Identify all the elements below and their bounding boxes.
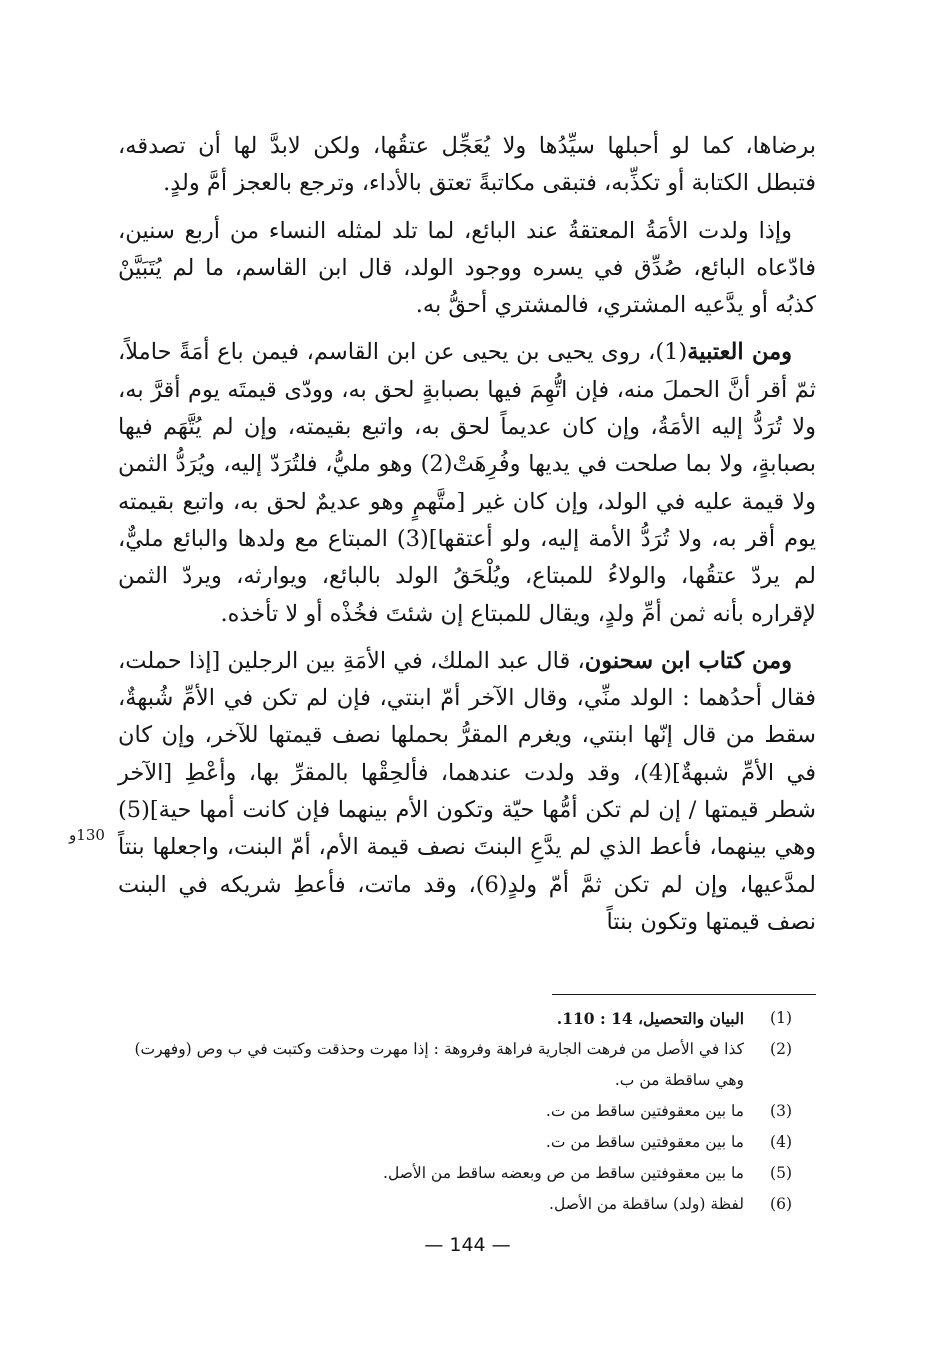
paragraph-3-lead: ومن العتبية	[687, 339, 792, 366]
main-text	[118, 128, 816, 951]
footnote-text: لفظة (ولد) ساقطة من الأصل.	[549, 1195, 744, 1213]
footnote-text: ما بين معقوفتين ساقط من ت.	[545, 1133, 744, 1151]
footnote-number: (6)	[770, 1195, 792, 1213]
paragraph-1-text: برضاها، كما لو أحبلها سيِّدُها ولا يُعَجِّل عتقُها، ولكن لابدَّ لها أن تصدقه، فتبطل الكتابة أو تكذِّبه، فتبقى مكاتبةً تعتق بالأداء، وترجع بالعجز أمَّ ولدٍ.	[118, 133, 816, 197]
footnote-item	[118, 1189, 792, 1220]
page-number: — 144 —	[424, 1234, 511, 1256]
footnote-item	[118, 1127, 792, 1158]
footnote-item	[118, 1003, 792, 1034]
footnote-item	[118, 1158, 792, 1189]
footnote-text: كذا في الأصل من فرهت الجارية فراهة وفروهة : إذا مهرت وحذقت وكتبت في ب وص (وفهرت) وهي ساقطة من ب.	[134, 1040, 744, 1089]
footnote-number: (3)	[770, 1102, 792, 1120]
paragraph-4-text: ، قال عبد الملك، في الأمَةِ بين الرجلين [إذا حملت، فقال أحدُهما : الولد منِّي، وقال الآخر أمّ ابنتي، فإن لم تكن في الأمِّ شُبهةٌ، سقط من قال إنّها ابنتي، ويغرم المقرُّ بحملها نصف قيمتها للآخر، وإن كان في الأمِّ شبهةٌ](4)، وقد ولدت عندهما، فألحِقْها بالمقرِّ بها، وأعْطِ [الآخر شطر قيمتها / إن لم تكن أمُّها حيّة وتكون الأم بينهما فإن كانت أمها حية](5) وهي بينهما، فأعط الذي لم يدَّعِ البنتَ نصف قيمة الأم، أمّ البنت، واجعلها بنتاً لمدَّعيها، وإن لم تكن ثمَّ أمّ ولدٍ(6)، وقد ماتت، فأعطِ شريكه في البنت نصف قيمتها وتكون بنتاً	[118, 647, 817, 935]
paragraph-2-text: وإذا ولدت الأمَةُ المعتقةُ عند البائع، لما تلد لمثله النساء من أربع سنين، فادّعاه البائع، صُدِّق في يسره ووجود الولد، قال ابن القاسم، ما لم يُتَبَيَّنْ كذبُه أو يدَّعيه المشتري، فالمشتري أحقُّ به.	[118, 217, 816, 319]
footnote-text: البيان والتحصيل، 14 : 110.	[556, 1009, 744, 1028]
footnote-separator	[552, 994, 816, 995]
footnote-number: (2)	[770, 1040, 792, 1058]
paragraph-4-lead: ومن كتاب ابن سحنون	[584, 647, 792, 674]
footnotes	[118, 1003, 792, 1220]
footnote-number: (4)	[770, 1133, 792, 1151]
paragraph-3	[118, 334, 816, 632]
manuscript-folio-note: 130و	[69, 826, 105, 844]
footnote-item	[118, 1034, 792, 1096]
footnote-text: ما بين معقوفتين ساقط من ت.	[545, 1102, 744, 1120]
footnote-number: (1)	[770, 1009, 792, 1027]
paragraph-3-text: (1)، روى يحيى بن يحيى عن ابن القاسم، فيمن باع أمَةً حاملاً، ثمّ أقر أنَّ الحملَ منه، فإن اتُّهِمَ فيها بصبابةٍ لحق به، وودّى قيمتَه يوم أقرَّ به، ولا تُرَدُّ إليه الأمَةُ، وإن كان عديماً لحق به، واتبع بقيمته، وإن لم يُتَّهَم فيها بصبابةٍ، ولا بما صلحت في يديها وفُرِهَتْ(2) وهو مليُّ، فلتُرَدّ إليه، ويُرَدُّ الثمن ولا قيمة عليه في الولد، وإن كان غير [متَّهمٍ وهو عديمٌ لحق به، واتبع بقيمته يوم أقر به، ولا تُرَدُّ الأمة إليه، ولو أعتقها](3) المبتاع مع ولدها والبائع مليٌّ، لم يردّ عتقُها، والولاءُ للمبتاع، ويُلْحَقُ الولد بالبائع، ويوارثه، ويردّ الثمن لإقراره بأنه ثمن أمِّ ولدٍ، ويقال للمبتاع إن شئتَ فخُذْه أو لا تأخذه.	[118, 339, 816, 627]
footnote-item	[118, 1096, 792, 1127]
paragraph-2	[118, 213, 816, 325]
paragraph-1	[118, 128, 816, 203]
paragraph-4	[118, 643, 816, 941]
footnote-number: (5)	[770, 1164, 792, 1182]
footnote-text: ما بين معقوفتين ساقط من ص وبعضه ساقط من الأصل.	[383, 1164, 744, 1182]
